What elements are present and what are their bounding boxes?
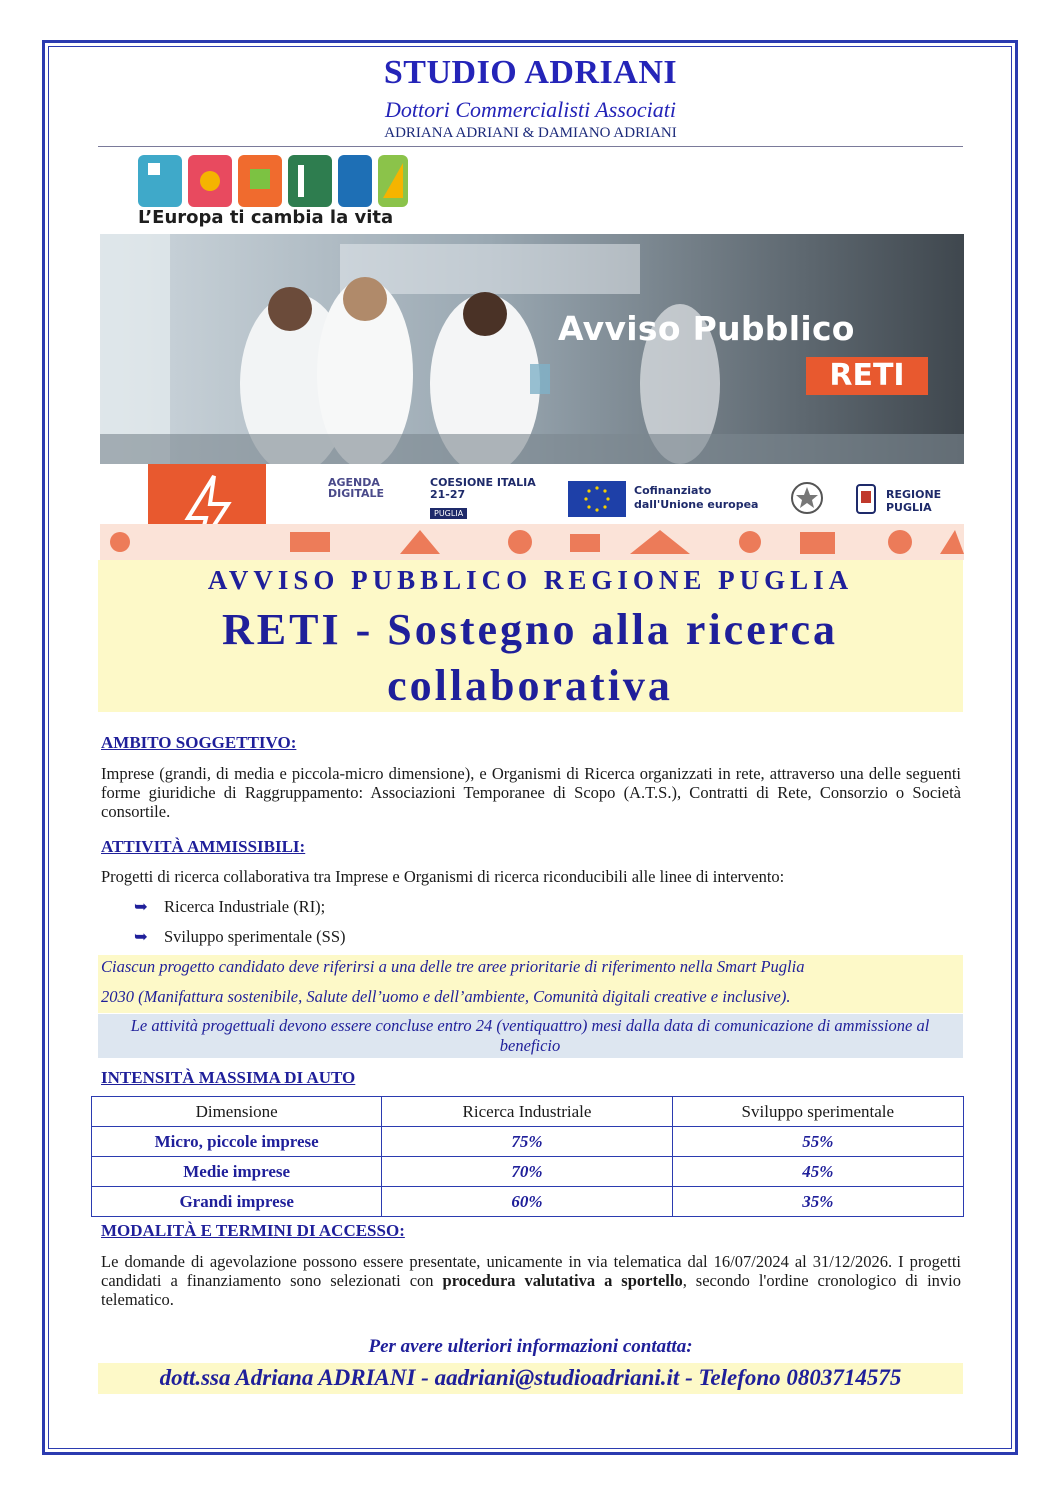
priority-note-line2: 2030 (Manifattura sostenibile, Salute dell’uomo e dell’ambiente, Comunità digitali creative e inclusive).	[101, 987, 791, 1006]
intensita-heading: INTENSITÀ MASSIMA DI AUTO	[101, 1068, 356, 1087]
modalita-text: Le domande di agevolazione possono essere presentate, unicamente in via telematica dal 16/07/2024 al 31/12/2026. I progetti candidati a finanziamento sono selezionati con procedura valutativa a sportello, secondo l'ordine cronologico di invio telematico.	[101, 1252, 962, 1309]
contact-line: dott.ssa Adriana ADRIANI - aadriani@studioadriani.it - Telefono 0803714575	[159, 1365, 902, 1390]
table-row	[92, 1157, 964, 1187]
column-header: Ricerca Industriale	[382, 1097, 672, 1127]
eu-flag-icon	[568, 481, 626, 517]
list-item: ➥ Ricerca Industriale (RI);	[134, 897, 326, 916]
attivita-text: Progetti di ricerca collaborativa tra Imprese e Organismi di ricerca riconducibili alle linee di intervento:	[101, 867, 785, 886]
banner	[100, 147, 964, 560]
column-header: Sviluppo sperimentale	[672, 1097, 963, 1127]
attivita-heading: ATTIVITÀ AMMISSIBILI:	[101, 837, 306, 856]
column-header: Dimensione	[92, 1097, 382, 1127]
arrow-bullet-icon: ➥	[134, 927, 148, 946]
priority-note-line1: Ciascun progetto candidato deve riferirsi a una delle tre aree prioritarie di riferimento nella Smart Puglia	[101, 957, 805, 976]
deadline-text: Le attività progettuali devono essere concluse entro 24 (ventiquattro) mesi dalla data di comunicazione di ammissione al beneficio	[130, 1016, 930, 1055]
table-cell: 35%	[672, 1187, 963, 1217]
table-cell: 70%	[382, 1157, 672, 1187]
agenda-digitale-logo: AGENDA DIGITALE	[328, 476, 385, 500]
contact-heading: Per avere ulteriori informazioni contatta:	[368, 1336, 693, 1357]
eu-cofinanced-label: Cofinanziato dall'Unione europea	[634, 484, 759, 511]
table-cell: 60%	[382, 1187, 672, 1217]
row-label: Medie imprese	[92, 1157, 382, 1187]
table-cell: 75%	[382, 1127, 672, 1157]
table-cell: 55%	[672, 1127, 963, 1157]
lab-photo	[100, 234, 964, 464]
puglia-logo	[138, 153, 410, 209]
table-row	[92, 1127, 964, 1157]
regione-puglia-label: REGIONE PUGLIA	[886, 488, 942, 514]
firm-title: STUDIO ADRIANI	[383, 54, 678, 91]
banner-headline: Avviso Pubblico	[558, 309, 855, 348]
table-header-row	[92, 1097, 964, 1127]
firm-subtitle: Dottori Commercialisti Associati	[385, 97, 676, 122]
row-label: Micro, piccole imprese	[92, 1127, 382, 1157]
italian-emblem-icon	[790, 479, 824, 517]
reti-badge: RETI	[806, 357, 928, 395]
decorative-pattern	[100, 524, 964, 560]
row-label: Grandi imprese	[92, 1187, 382, 1217]
table-row	[92, 1187, 964, 1217]
notice-title: RETI - Sostegno alla ricerca collaborativa	[221, 605, 839, 710]
slogan: L’Europa ti cambia la vita	[138, 207, 394, 228]
regione-puglia-crest-icon	[855, 483, 877, 515]
arrow-bullet-icon: ➥	[134, 897, 148, 916]
modalita-heading: MODALITÀ E TERMINI DI ACCESSO:	[101, 1221, 405, 1240]
notice-subtitle: AVVISO PUBBLICO REGIONE PUGLIA	[207, 565, 854, 595]
firm-partners: ADRIANA ADRIANI & DAMIANO ADRIANI	[384, 125, 677, 141]
ambito-heading: AMBITO SOGGETTIVO:	[101, 733, 297, 752]
ambito-text: Imprese (grandi, di media e piccola-micro dimensione), e Organismi di Ricerca organizzati in rete, attraverso una delle seguenti forme giuridiche di Raggruppamento: Associazioni Temporanee di Scopo (A.T.S.), Contratti di Rete, Consorzio o Società consortile.	[101, 764, 961, 821]
aid-intensity-table	[91, 1096, 964, 1217]
coesione-italia-logo: COESIONE ITALIA 21-27 PUGLIA	[430, 476, 536, 518]
table-cell: 45%	[672, 1157, 963, 1187]
list-item: ➥ Sviluppo sperimentale (SS)	[134, 927, 346, 946]
